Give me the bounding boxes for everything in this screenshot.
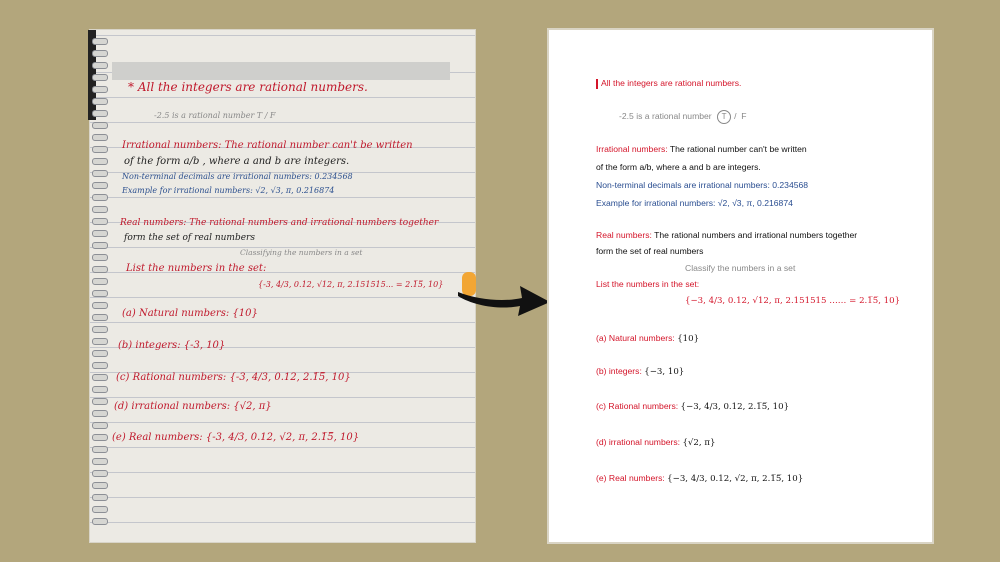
real-text: The rational numbers and irrational numbers together xyxy=(651,230,858,240)
spiral-ring xyxy=(92,506,108,513)
typed-example-text: -2.5 is a rational number xyxy=(619,111,712,121)
typed-example-irrational xyxy=(596,198,793,208)
spiral-ring xyxy=(92,326,108,333)
typed-item-b xyxy=(596,366,684,377)
typed-title: All the integers are rational numbers. xyxy=(601,78,742,88)
true-choice-circle: T xyxy=(717,110,731,124)
handwritten-notebook-photo xyxy=(90,30,475,542)
typed-irrational-line xyxy=(596,144,807,154)
example-irrational-values: √2, √3, π, 0.216874 xyxy=(717,198,793,208)
spiral-ring xyxy=(92,518,108,525)
irrational-label: Irrational numbers: xyxy=(596,144,668,154)
spiral-ring xyxy=(92,254,108,261)
spiral-ring xyxy=(92,86,108,93)
hw-item-d: (d) irrational numbers: {√2, π} xyxy=(114,401,272,412)
hw-irrational-2: of the form a/b , where a and b are integers. xyxy=(124,156,350,167)
typed-example-line xyxy=(619,110,746,124)
typed-set: {−3, 4/3, 0.12, √12, π, 2.151515 …… = 2.1̅5̅, 10} xyxy=(685,296,901,306)
hw-item-c: (c) Rational numbers: {-3, 4/3, 0.12, 2.1̅5̅, 10} xyxy=(116,372,351,383)
spiral-ring xyxy=(92,170,108,177)
spiral-ring xyxy=(92,206,108,213)
hw-list-title: List the numbers in the set: xyxy=(126,263,267,274)
spiral-ring xyxy=(92,62,108,69)
typed-nonterminal: Non-terminal decimals are irrational numbers: 0.234568 xyxy=(596,180,809,190)
spiral-ring xyxy=(92,98,108,105)
typed-item-e xyxy=(596,473,803,484)
hw-example: -2.5 is a rational number T / F xyxy=(154,111,276,120)
spiral-ring xyxy=(92,374,108,381)
spiral-ring xyxy=(92,278,108,285)
hw-item-b: (b) integers: {-3, 10} xyxy=(118,340,226,351)
example-irrational-label: Example for irrational numbers: xyxy=(596,198,718,208)
spiral-ring xyxy=(92,398,108,405)
spiral-ring xyxy=(92,338,108,345)
spiral-ring xyxy=(92,314,108,321)
item-b-value: {−3, 10} xyxy=(644,367,685,377)
hw-real-2: form the set of real numbers xyxy=(124,233,255,243)
right-arrow-icon xyxy=(456,278,552,318)
typed-document-page xyxy=(549,30,932,542)
spiral-ring xyxy=(92,74,108,81)
spiral-ring xyxy=(92,494,108,501)
hw-item-e: (e) Real numbers: {-3, 4/3, 0.12, √2, π, 2.1̅5̅, 10} xyxy=(112,432,360,443)
typed-item-a xyxy=(596,333,699,344)
spiral-ring xyxy=(92,458,108,465)
text-cursor xyxy=(596,79,598,89)
spiral-ring xyxy=(92,290,108,297)
typed-item-d xyxy=(596,437,715,448)
false-choice: F xyxy=(741,111,747,121)
item-e-label: (e) Real numbers: xyxy=(596,473,668,483)
item-d-label: (d) irrational numbers: xyxy=(596,437,683,447)
hw-title: * All the integers are rational numbers. xyxy=(128,80,368,94)
spiral-ring xyxy=(92,230,108,237)
spiral-ring xyxy=(92,446,108,453)
spiral-ring xyxy=(92,266,108,273)
spiral-ring xyxy=(92,410,108,417)
item-c-value: {−3, 4/3, 0.12, 2.1̅5̅, 10} xyxy=(680,402,790,412)
typed-item-c xyxy=(596,401,789,412)
fraction-pre: of the form xyxy=(596,162,640,172)
spiral-ring xyxy=(92,386,108,393)
spiral-ring xyxy=(92,158,108,165)
typed-real-line xyxy=(596,230,857,240)
item-e-value: {−3, 4/3, 0.12, √2, π, 2.1̅5̅, 10} xyxy=(667,474,804,484)
hw-irrational-3: Non-terminal decimals are irrational numbers: 0.234568 xyxy=(122,172,353,181)
hw-set: {-3, 4/3, 0.12, √12, π, 2.151515... = 2.1̅5̅, 10} xyxy=(258,280,444,289)
spiral-ring xyxy=(92,434,108,441)
spiral-ring xyxy=(92,422,108,429)
choice-separator: / xyxy=(734,111,737,121)
fraction-ab: a/b xyxy=(639,162,652,172)
hw-irrational-1: Irrational numbers: The rational number can't be written xyxy=(122,140,413,151)
typed-real-line-2: form the set of real numbers xyxy=(596,246,704,256)
typed-classify: Classify the numbers in a set xyxy=(685,263,796,273)
item-a-value: {10} xyxy=(677,334,700,344)
spiral-ring xyxy=(92,50,108,57)
typed-list-title: List the numbers in the set: xyxy=(596,279,700,289)
typed-fraction-line xyxy=(596,162,761,172)
spiral-ring xyxy=(92,122,108,129)
spiral-ring xyxy=(92,146,108,153)
item-d-value: {√2, π} xyxy=(682,438,716,448)
real-label: Real numbers: xyxy=(596,230,652,240)
spiral-ring xyxy=(92,218,108,225)
hw-irrational-4: Example for irrational numbers: √2, √3, π, 0.216874 xyxy=(122,186,335,195)
spiral-binding xyxy=(90,30,108,542)
item-b-label: (b) integers: xyxy=(596,366,645,376)
hw-classify: Classifying the numbers in a set xyxy=(240,248,363,257)
spiral-ring xyxy=(92,242,108,249)
spiral-ring xyxy=(92,194,108,201)
spiral-ring xyxy=(92,362,108,369)
item-c-label: (c) Rational numbers: xyxy=(596,401,681,411)
spiral-ring xyxy=(92,134,108,141)
hw-real-1: Real numbers: The rational numbers and irrational numbers together xyxy=(120,218,439,228)
spiral-ring xyxy=(92,38,108,45)
hw-item-a: (a) Natural numbers: {10} xyxy=(122,308,258,319)
typed-title-line xyxy=(596,78,741,89)
spiral-ring xyxy=(92,470,108,477)
spiral-ring xyxy=(92,482,108,489)
fraction-post: , where a and b are integers. xyxy=(651,162,761,172)
spiral-ring xyxy=(92,302,108,309)
spiral-ring xyxy=(92,110,108,117)
irrational-text: The rational number can't be written xyxy=(667,144,807,154)
item-a-label: (a) Natural numbers: xyxy=(596,333,678,343)
notebook-header-band xyxy=(112,62,450,80)
spiral-ring xyxy=(92,182,108,189)
spiral-ring xyxy=(92,350,108,357)
